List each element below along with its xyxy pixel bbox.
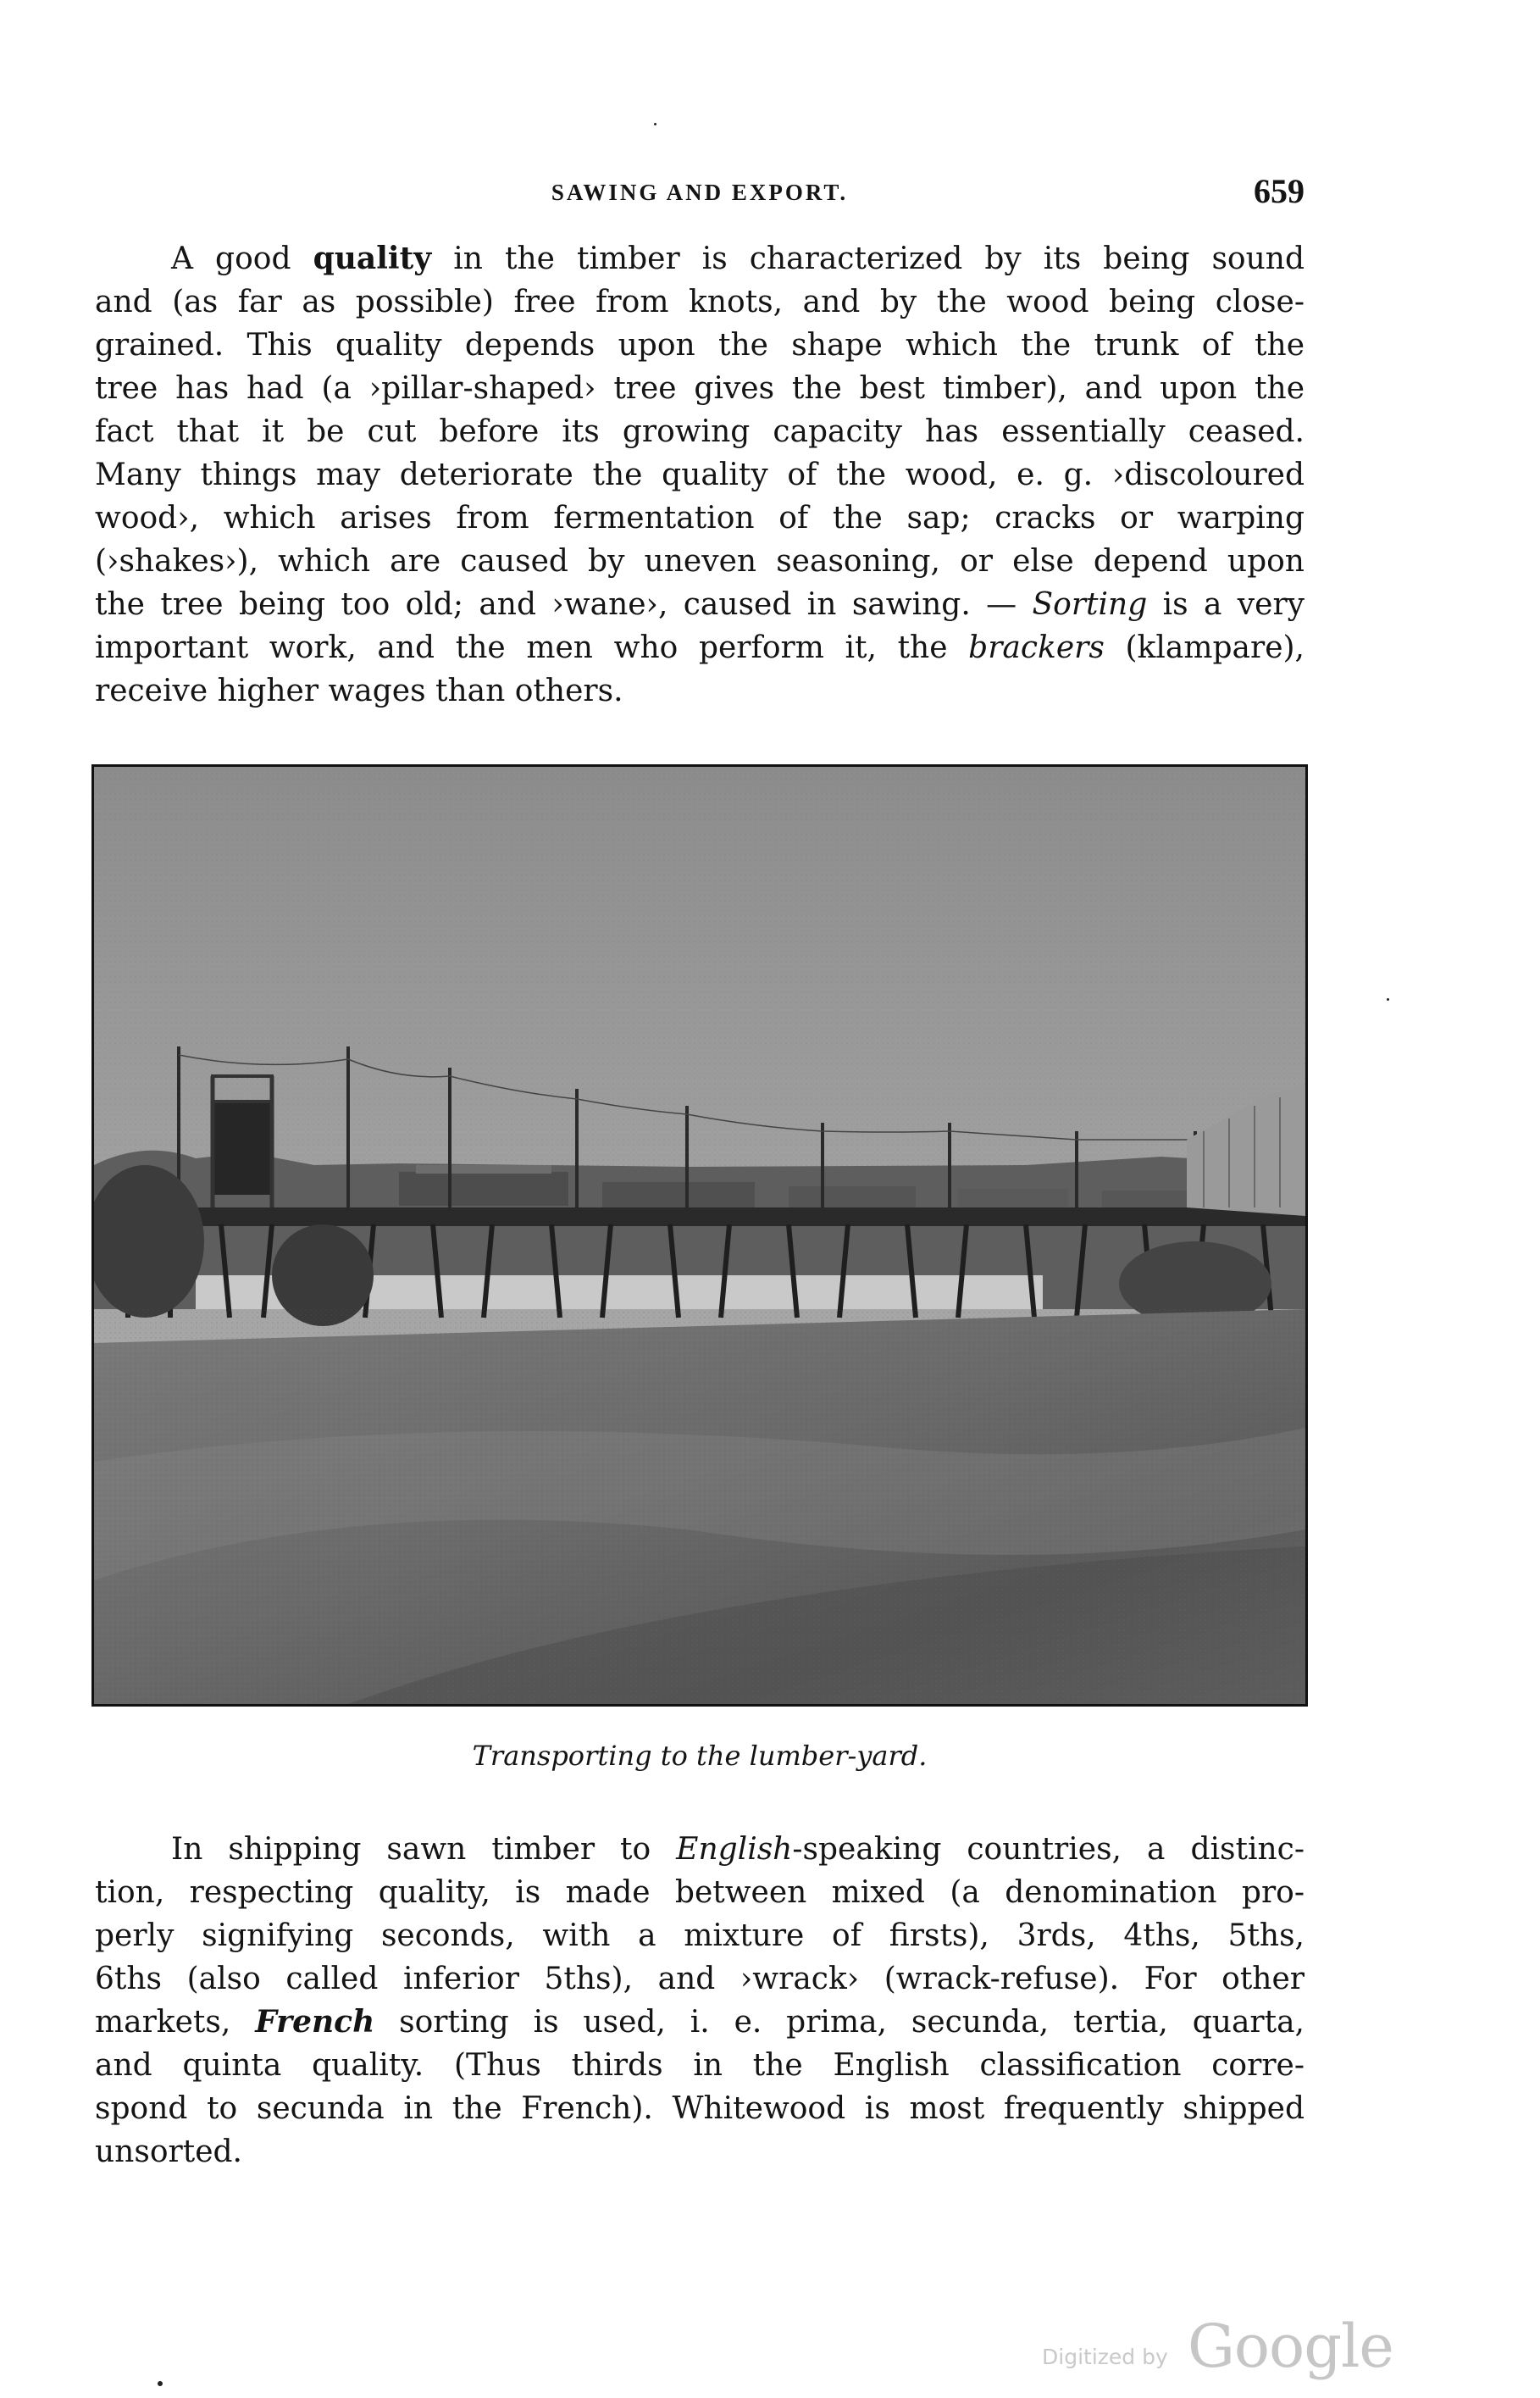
running-title: SAWING AND EXPORT. (551, 180, 849, 205)
text-line: In shipping sawn timber to English-speaking countries, a distinc- (171, 1832, 1305, 1867)
italic-term: Sorting (1032, 587, 1148, 622)
print-speck (158, 2381, 163, 2386)
text-line: tion, respecting quality, is made between mixed (a denomination pro- (95, 1875, 1305, 1910)
text-line: and quinta quality. (Thus thirds in the English classification corre- (95, 2048, 1305, 2083)
text-line: spond to secunda in the French). Whitewood is most frequently shipped (95, 2091, 1305, 2126)
text-line: tree has had (a ›pillar-shaped› tree gives the best timber), and upon the (95, 371, 1305, 406)
text-line: and (as far as possible) free from knots, and by the wood being close- (95, 285, 1305, 319)
text-line: important work, and the men who perform it, the brackers (klampare), (95, 630, 1305, 665)
text-line: grained. This quality depends upon the shape which the trunk of the (95, 328, 1305, 363)
bold-italic-term: French (255, 2004, 375, 2040)
text-line: Many things may deteriorate the quality of the wood, e. g. ›discoloured (95, 458, 1305, 492)
italic-term: brackers (968, 630, 1105, 665)
text-line: (›shakes›), which are caused by uneven seasoning, or else depend upon (95, 544, 1305, 579)
text-line: wood›, which arises from fermentation of the sap; cracks or warping (95, 501, 1305, 536)
watermark-brand-logo: Google (1188, 2312, 1393, 2381)
text-line: the tree being too old; and ›wane›, caused in sawing. — Sorting is a very (95, 587, 1305, 622)
paragraph-quality (95, 237, 1305, 713)
text-line: markets, French sorting is used, i. e. prima, secunda, tertia, quarta, (95, 2004, 1305, 2040)
page-number: 659 (1254, 172, 1305, 210)
running-head (95, 169, 1305, 220)
text-line: A good quality in the timber is characterized by its being sound (171, 241, 1305, 276)
print-speck (1387, 998, 1389, 1001)
italic-term: English (676, 1832, 793, 1867)
text-line: unsorted. (95, 2134, 242, 2169)
text-line: fact that it be cut before its growing capacity has essentially ceased. (95, 414, 1305, 449)
text-line: 6ths (also called inferior 5ths), and ›wrack› (wrack-refuse). For other (95, 1962, 1305, 1996)
photograph-lumber-transport (91, 764, 1308, 1707)
bold-term: quality (313, 241, 432, 276)
text-line: perly signifying seconds, with a mixture of firsts), 3rds, 4ths, 5ths, (95, 1918, 1305, 1953)
print-speck (654, 123, 656, 125)
paragraph-shipping (95, 1828, 1305, 2173)
watermark-prefix: Digitized by (1042, 2345, 1168, 2369)
digitized-watermark (1042, 2312, 1393, 2381)
text-line: receive higher wages than others. (95, 674, 623, 708)
photo-image (94, 767, 1305, 1704)
figure-caption: Transporting to the lumber-yard. (472, 1740, 928, 1772)
